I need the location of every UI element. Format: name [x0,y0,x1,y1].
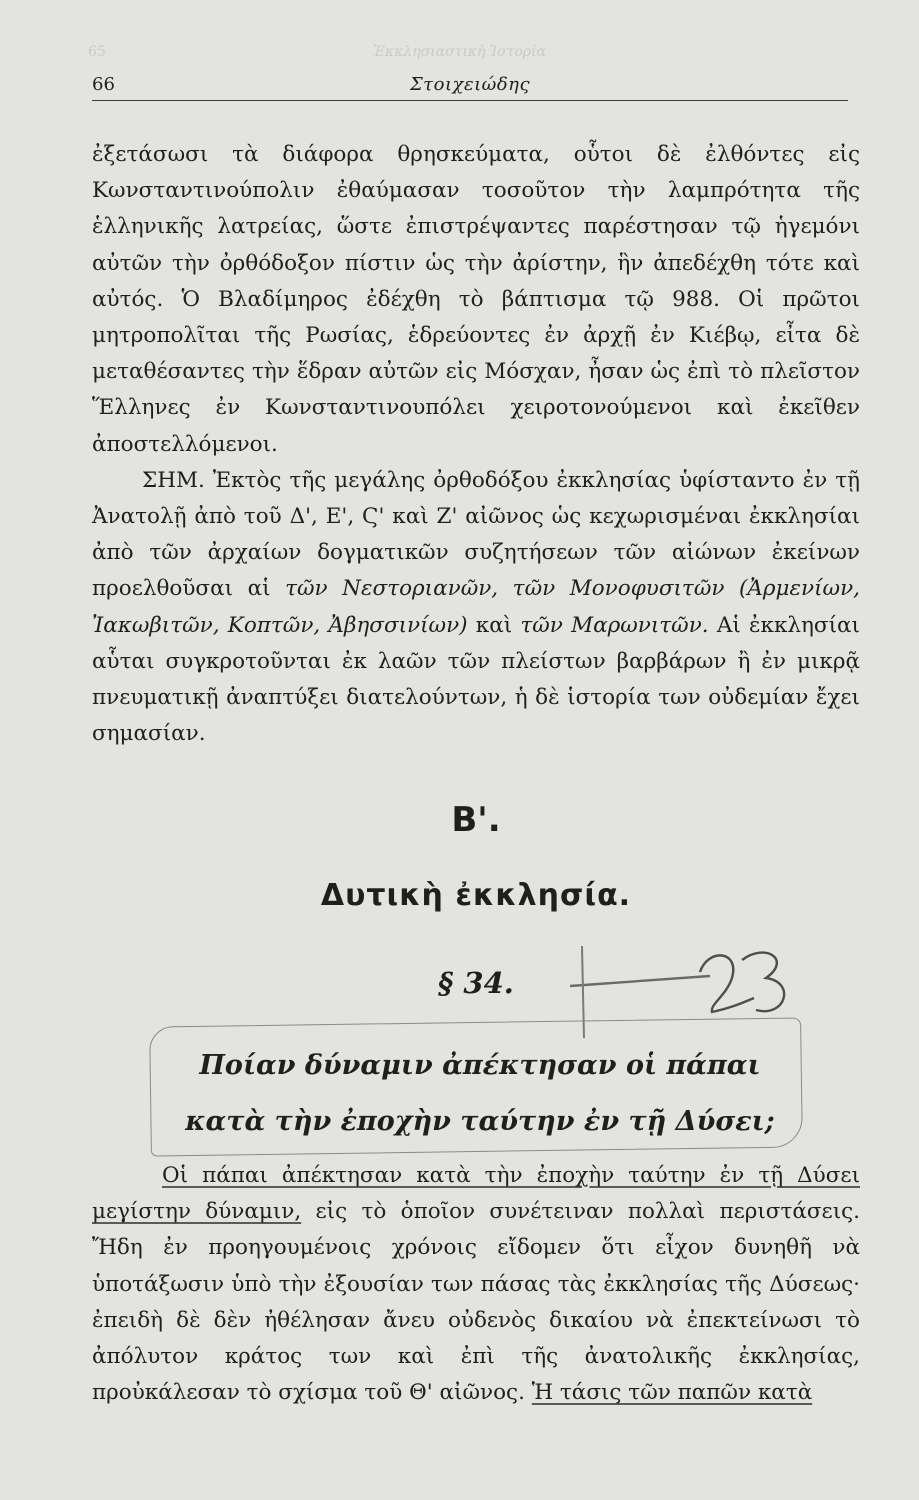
note-text-1: Ἐκτὸς τῆς μεγάλης ὀρθοδόξου ἐκκλησίας ὑφίσταντο ἐν τῇ Ἀνατολῇ ἀπὸ τοῦ Δ', Ε', Ϛ' καὶ Ζ' αἰῶνος ὡς κεχωρισμέναι ἐκκλησίαι ἀπὸ τῶν ἀρχαίων δογματικῶν συζητήσεων τῶν αἰώνων ἐκείνων προελθοῦσαι αἱ [92,467,860,602]
note-church-names: τῶν Νεστοριανῶν, τῶν Μονοφυσιτῶν (Ἀρμενίων, Ἰακωβιτῶν, Κοπτῶν, Ἀβησσινίων) [92,576,860,638]
paragraph-number: § 34. [438,966,514,1000]
answer-text [92,1158,860,1411]
answer-rest: εἰς τὸ ὁποῖον συνέτειναν πολλαὶ περιστάσεις. Ἤδη ἐν προηγουμένοις χρόνοις εἴδομεν ὅτι εἶχον δυνηθῆ νὰ ὑποτάξωσιν ὑπὸ τὴν ἐξουσίαν των πάσας τὰς ἐκκλησίας τῆς Δύσεως· ἐπειδὴ δὲ δὲν ἠθέλησαν ἄνευ οὐδενὸς δικαίου νὰ ἐπεκτείνωσι τὸ ἀπόλυτον κράτος των καὶ ἐπὶ τῆς ἀνατολικῆς ἐκκλησίας, προὐκάλεσαν τὸ σχίσμα τοῦ Θ' αἰῶνος. [92,1199,860,1406]
answer-tail: Ἡ τάσις τῶν παπῶν κατὰ [531,1380,813,1406]
handwritten-annotation [560,938,800,1048]
header-rule [92,100,848,101]
question-heading: Ποίαν δύναμιν ἀπέκτησαν οἱ πάπαι κατὰ τὴν ἐποχὴν ταύτην ἐν τῇ Δύσει; [185,1050,775,1137]
answer-underlined: Οἱ πάπαι ἀπέκτησαν κατὰ τὴν ἐποχὴν ταύτην ἐν τῇ Δύσει μεγίστην δύναμιν, [92,1163,860,1225]
pencil-vertical-stroke [582,946,584,1038]
note-text-3: Αἱ ἐκκλησίαι αὗται συγκροτοῦνται ἐκ λαῶν τῶν πλείστων βαρβάρων ἢ ἐν μικρᾷ πνευματικῇ ἀναπτύξει διατελούντων, ἡ δὲ ἱστορία των οὐδεμίαν ἔχει σημασίαν. [92,612,860,747]
pencil-cross-stroke [570,976,710,986]
note-paragraph [92,463,860,753]
body-text [92,137,860,752]
section-title: Δυτικὴ ἐκκλησία. [320,878,632,913]
pencil-digit-2 [700,955,754,1012]
answer-paragraph [92,1158,860,1411]
bleed-through-title: Ἐκκλησιαστικὴ Ἱστορία [373,44,546,60]
annotation-text: 23 [560,938,562,939]
note-text-2: καὶ [475,612,513,638]
section-letter: Β'. [451,800,501,840]
note-label: ΣΗΜ. [142,467,205,493]
page-number: 66 [92,74,115,95]
note-maronites: τῶν Μαρωνιτῶν. [520,612,709,638]
running-title: Στοιχειώδης [409,74,531,95]
bleed-through-header [88,44,799,60]
pencil-digit-3 [742,953,784,1012]
bleed-through-page-number: 65 [88,44,106,60]
body-paragraph: ἐξετάσωσι τὰ διάφορα θρησκεύματα, οὗτοι δὲ ἐλθόντες εἰς Κωνσταντινούπολιν ἐθαύμασαν τοσοῦτον τὴν λαμπρότητα τῆς ἑλληνικῆς λατρείας, ὥστε ἐπιστρέψαντες παρέστησαν τῷ ἡγεμόνι αὐτῶν τὴν ὀρθόδοξον πίστιν ὡς τὴν ἀρίστην, ἣν ἀπεδέχθη τότε καὶ αὐτός. Ὁ Βλαδίμηρος ἐδέχθη τὸ βάπτισμα τῷ 988. Οἱ πρῶτοι μητροπολῖται τῆς Ρωσίας, ἑδρεύοντες ἐν ἀρχῇ ἐν Κιέβῳ, εἶτα δὲ μεταθέσαντες τὴν ἕδραν αὐτῶν εἰς Μόσχαν, ἦσαν ὡς ἐπὶ τὸ πλεῖστον Ἕλληνες ἐν Κωνσταντινουπόλει χειροτονούμενοι καὶ ἐκεῖθεν ἀποστελλόμενοι. [92,142,860,457]
